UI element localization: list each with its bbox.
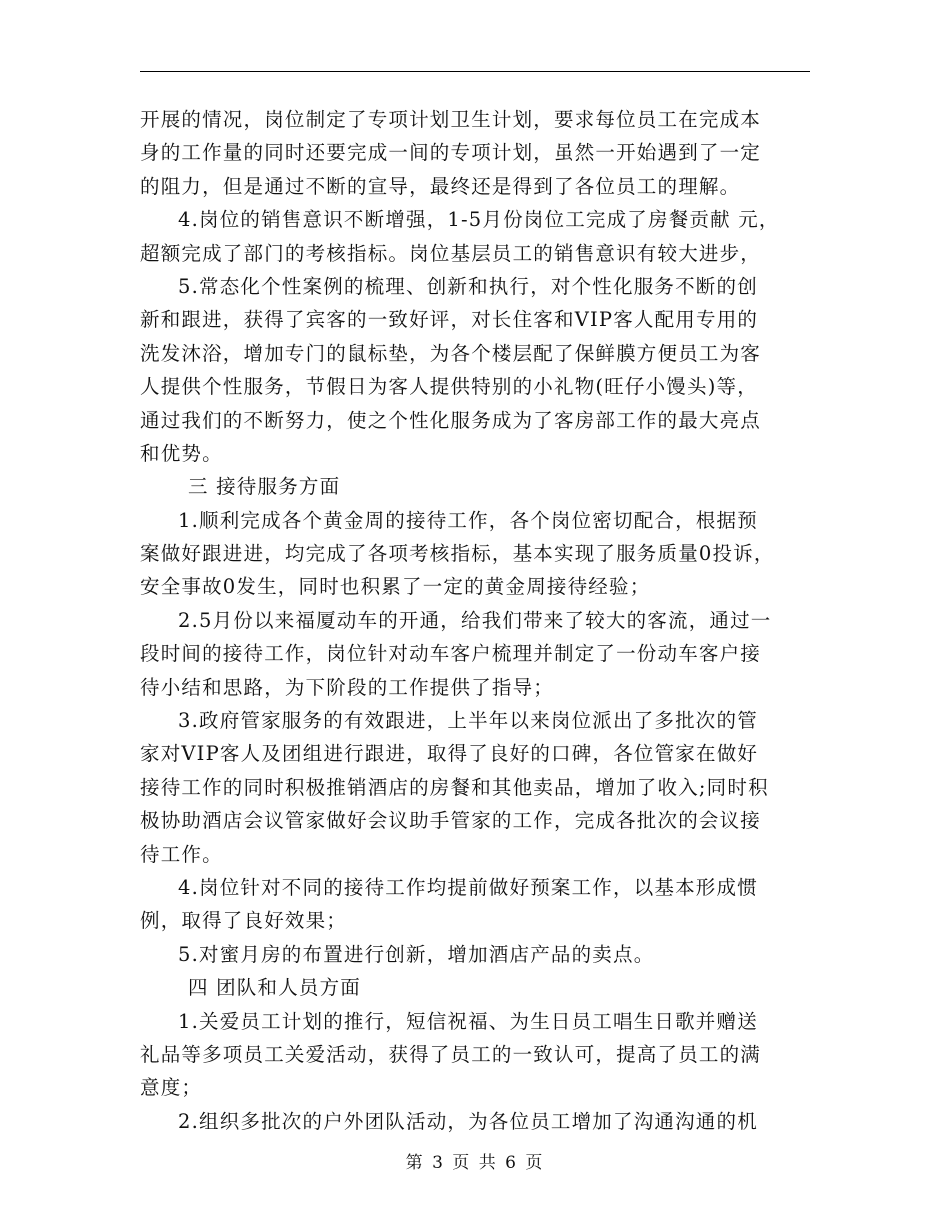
paragraph-line: 安全事故0发生，同时也积累了一定的黄金周接待经验；: [140, 575, 651, 599]
paragraph-line: 和优势。: [140, 441, 223, 465]
header-rule: [140, 71, 810, 72]
paragraph-line: 极协助酒店会议管家做好会议助手管家的工作，完成各批次的会议接: [140, 809, 762, 833]
paragraph-line: 新和跟进，获得了宾客的一致好评，对长住客和VIP客人配用专用的: [140, 308, 759, 332]
paragraph-line: 5.常态化个性案例的梳理、创新和执行，对个性化服务不断的创: [178, 274, 758, 298]
paragraph-line: 3.政府管家服务的有效跟进，上半年以来岗位派出了多批次的管: [178, 709, 758, 733]
paragraph-line: 接待工作的同时积极推销酒店的房餐和其他卖品，增加了收入;同时积: [140, 775, 769, 799]
paragraph-line: 开展的情况，岗位制定了专项计划卫生计划，要求每位员工在完成本: [140, 108, 762, 131]
paragraph-line: 4.岗位的销售意识不断增强，1-5月份岗位工完成了房餐贡献 元，: [178, 208, 780, 232]
paragraph-line: 段时间的接待工作，岗位针对动车客户梳理并制定了一份动车客户接: [140, 642, 762, 666]
paragraph-line: 意度；: [140, 1076, 203, 1100]
paragraph-line: 人提供个性服务，节假日为客人提供特别的小礼物(旺仔小馒头)等，: [140, 375, 758, 399]
paragraph-line: 的阻力，但是通过不断的宣导，最终还是得到了各位员工的理解。: [140, 174, 741, 198]
paragraph-line: 2.组织多批次的户外团队活动，为各位员工增加了沟通沟通的机: [178, 1109, 758, 1133]
paragraph-line: 1.关爱员工计划的推行，短信祝福、为生日员工唱生日歌并赠送: [178, 1009, 758, 1033]
document-body: [140, 103, 810, 1138]
paragraph-line: 身的工作量的同时还要完成一间的专项计划，虽然一开始遇到了一定: [140, 141, 762, 165]
paragraph-line: 待工作。: [140, 842, 223, 866]
paragraph-line: 待小结和思路，为下阶段的工作提供了指导；: [140, 675, 555, 699]
paragraph-line: 通过我们的不断努力，使之个性化服务成为了客房部工作的最大亮点: [140, 408, 762, 432]
paragraph-line: 案做好跟进进，均完成了各项考核指标，基本实现了服务质量0投诉，: [140, 542, 775, 566]
paragraph-line: 家对VIP客人及团组进行跟进，取得了良好的口碑，各位管家在做好: [140, 742, 759, 766]
page-number-footer: 第 3 页 共 6 页: [405, 1153, 545, 1173]
paragraph-line: 4.岗位针对不同的接待工作均提前做好预案工作，以基本形成惯: [178, 875, 758, 899]
paragraph-line: 5.对蜜月房的布置进行创新，增加酒店产品的卖点。: [178, 942, 655, 966]
paragraph-line: 2.5月份以来福厦动车的开通，给我们带来了较大的客流，通过一: [178, 608, 772, 632]
section-heading: 三 接待服务方面: [188, 475, 341, 499]
paragraph-line: 洗发沐浴，增加专门的鼠标垫，为各个楼层配了保鲜膜方便员工为客: [140, 341, 762, 365]
paragraph-line: 1.顺利完成各个黄金周的接待工作，各个岗位密切配合，根据预: [178, 508, 758, 532]
paragraph-line: 礼品等多项员工关爱活动，获得了员工的一致认可，提高了员工的满: [140, 1042, 762, 1066]
paragraph-line: 超额完成了部门的考核指标。岗位基层员工的销售意识有较大进步，: [140, 241, 762, 265]
paragraph-line: 例，取得了良好效果；: [140, 909, 348, 933]
section-heading: 四 团队和人员方面: [188, 976, 361, 1000]
